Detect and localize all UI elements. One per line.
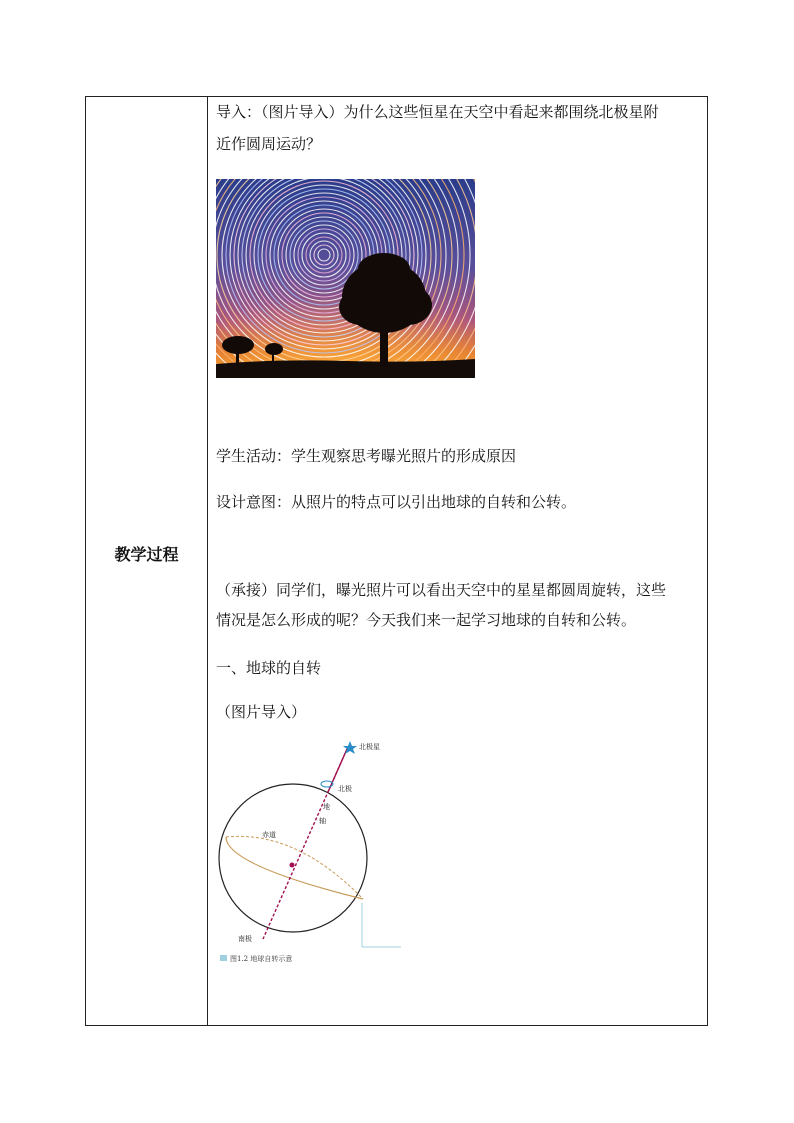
axis-label-1: 地: [323, 803, 330, 811]
intro-text-line1: 导入：（图片导入）为什么这些恒星在天空中看起来都围绕北极星附: [216, 103, 659, 121]
design-intent-text: 设计意图：从照片的特点可以引出地球的自转和公转。: [216, 493, 577, 511]
transition-text-line2: 情况是怎么形成的呢？今天我们来一起学习地球的自转和公转。: [216, 611, 637, 629]
north-star-label: 北极星: [359, 743, 380, 751]
earth-circle: [219, 784, 367, 932]
figure-caption: 图1.2 地球自转示意: [230, 955, 293, 963]
south-pole-label: 南极: [238, 935, 252, 943]
north-pole-label: 北极: [338, 785, 352, 793]
intro-text-line2: 近作圆周运动？: [216, 135, 322, 153]
lesson-table: [85, 96, 708, 1026]
star-trails-photo: [216, 179, 475, 378]
row-label: 教学过程: [114, 545, 179, 564]
equator-label: 赤道: [262, 831, 276, 839]
image-intro-text: （图片导入）: [216, 703, 307, 721]
axis-label-2: 轴: [319, 817, 326, 825]
earth-rotation-diagram: [216, 735, 406, 970]
student-activity-text: 学生活动：学生观察思考曝光照片的形成原因: [216, 447, 517, 465]
transition-text-line1: （承接）同学们，曝光照片可以看出天空中的星星都圆周旋转，这些: [216, 581, 667, 599]
column-divider: [207, 97, 208, 1025]
section-heading: 一、地球的自转: [216, 659, 322, 677]
